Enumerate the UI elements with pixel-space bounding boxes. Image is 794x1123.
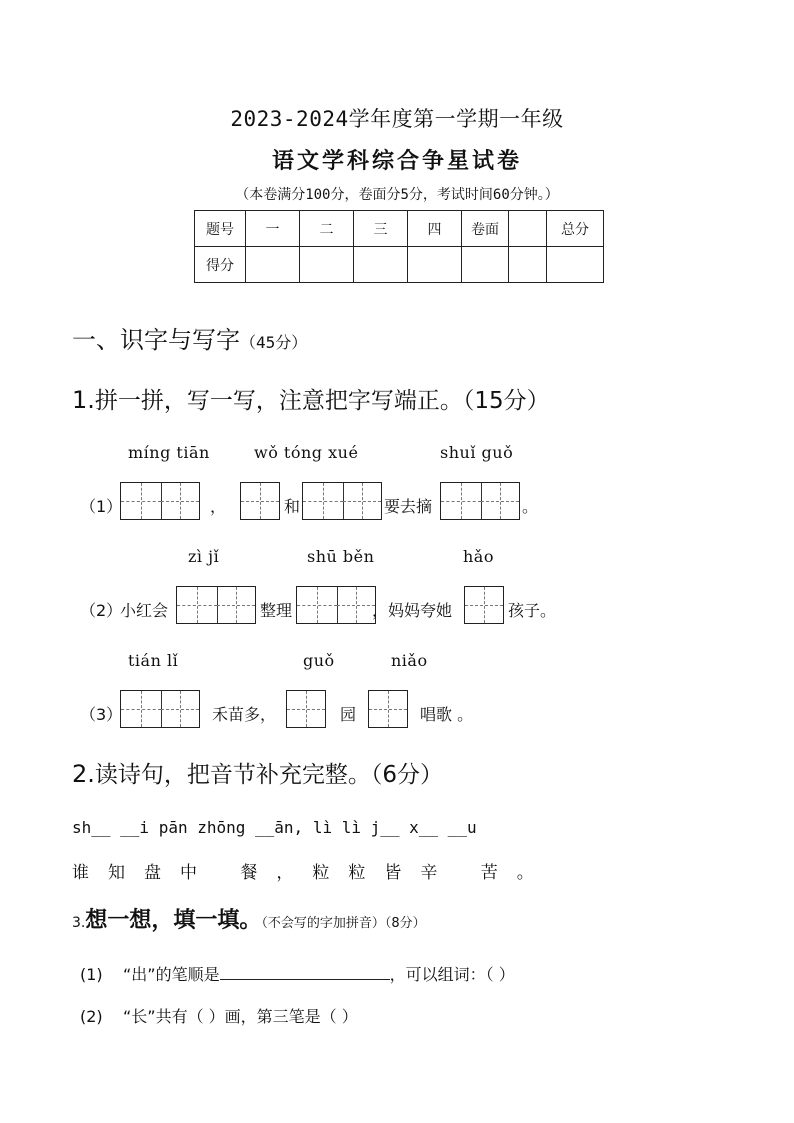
q3-text: 想一想，填一填。 <box>85 908 262 933</box>
writing-box-2[interactable] <box>120 690 200 728</box>
writing-box-1[interactable] <box>464 586 504 624</box>
pinyin: shuǐ guǒ <box>440 443 514 462</box>
writing-box-2[interactable] <box>440 482 520 520</box>
table-cell: 题号 <box>195 211 246 247</box>
item-label: （2） <box>80 601 123 620</box>
pinyin: hǎo <box>463 547 494 566</box>
pinyin: zì jǐ <box>188 547 220 566</box>
table-cell: 一 <box>246 211 300 247</box>
text: 唱歌 。 <box>420 705 474 724</box>
table-cell[interactable] <box>354 247 408 283</box>
q3-number: 3. <box>72 915 86 931</box>
punct: ， <box>210 497 227 516</box>
q3-item2 <box>80 1004 358 1027</box>
table-cell: 得分 <box>195 247 246 283</box>
exam-note: （本卷满分100分，卷面分5分，考试时间60分钟。） <box>235 187 559 203</box>
text: ，可以组词：（ ） <box>389 965 515 984</box>
writing-box-1[interactable] <box>368 690 408 728</box>
pinyin: wǒ tóng xué <box>254 443 359 462</box>
text: “出”的笔顺是 <box>123 965 220 984</box>
text: 禾苗多， <box>212 705 277 724</box>
text: 孩子。 <box>508 601 557 620</box>
writing-box-2[interactable] <box>120 482 200 520</box>
text: 要去摘 <box>384 497 433 516</box>
item-label: （1） <box>80 497 123 516</box>
text: 小红会 <box>120 601 169 620</box>
exam-title-line1: 2023-2024学年度第一学期一年级 <box>230 107 564 131</box>
section1-heading <box>72 320 307 355</box>
section1-title: 一、识字与写字 <box>72 326 240 354</box>
pinyin: tián lǐ <box>128 651 179 670</box>
table-cell: 总分 <box>547 211 604 247</box>
writing-box-2[interactable] <box>296 586 376 624</box>
text: ，妈妈夸她 <box>372 601 453 620</box>
q1-number: 1. <box>72 386 95 414</box>
q3-hint: （不会写的字加拼音）（8分） <box>261 916 426 931</box>
pinyin: míng tiān <box>128 443 210 462</box>
table-cell[interactable] <box>300 247 354 283</box>
q2-text: 读诗句，把音节补充完整。（6分） <box>94 762 444 788</box>
text: 和 <box>284 497 301 516</box>
pinyin: guǒ <box>303 651 335 670</box>
item-label: （3） <box>80 705 123 724</box>
score-table-header-row <box>195 211 604 247</box>
writing-box-2[interactable] <box>176 586 256 624</box>
table-cell: 三 <box>354 211 408 247</box>
table-cell: 二 <box>300 211 354 247</box>
text: “长”共有（ ）画，第三笔是（ ） <box>123 1007 358 1026</box>
item-label: (1) <box>80 965 103 984</box>
punct: 。 <box>522 497 539 516</box>
writing-box-1[interactable] <box>286 690 326 728</box>
table-cell[interactable] <box>246 247 300 283</box>
table-cell[interactable] <box>547 247 604 283</box>
q2-heading <box>72 756 443 789</box>
pinyin: shū běn <box>307 547 375 566</box>
exam-title-line2: 语文学科综合争星试卷 <box>271 149 522 174</box>
table-cell <box>509 211 547 247</box>
text: 园 <box>340 705 357 724</box>
pinyin: niǎo <box>391 651 428 670</box>
table-cell: 四 <box>408 211 462 247</box>
q2-number: 2. <box>72 760 95 788</box>
q3-heading <box>72 903 426 934</box>
answer-blank[interactable] <box>220 965 390 980</box>
q1-text: 拼一拼，写一写，注意把字写端正。（15分） <box>94 388 550 414</box>
writing-box-1[interactable] <box>240 482 280 520</box>
q3-item1 <box>80 962 515 985</box>
writing-box-2[interactable] <box>302 482 382 520</box>
q1-heading <box>72 382 550 415</box>
score-table-score-row <box>195 247 604 283</box>
section1-points: （45分） <box>240 333 308 352</box>
table-cell[interactable] <box>509 247 547 283</box>
text: 整理 <box>260 601 293 620</box>
table-cell[interactable] <box>408 247 462 283</box>
table-cell: 卷面 <box>462 211 509 247</box>
table-cell[interactable] <box>462 247 509 283</box>
poem-pinyin-line: sh__ __i pān zhōng __ān, lì lì j__ x__ __u <box>72 818 477 837</box>
poem-chars-line: 谁知盘中 餐，粒粒皆辛 苦。 <box>72 863 553 883</box>
score-table <box>194 210 604 283</box>
item-label: (2) <box>80 1007 103 1026</box>
